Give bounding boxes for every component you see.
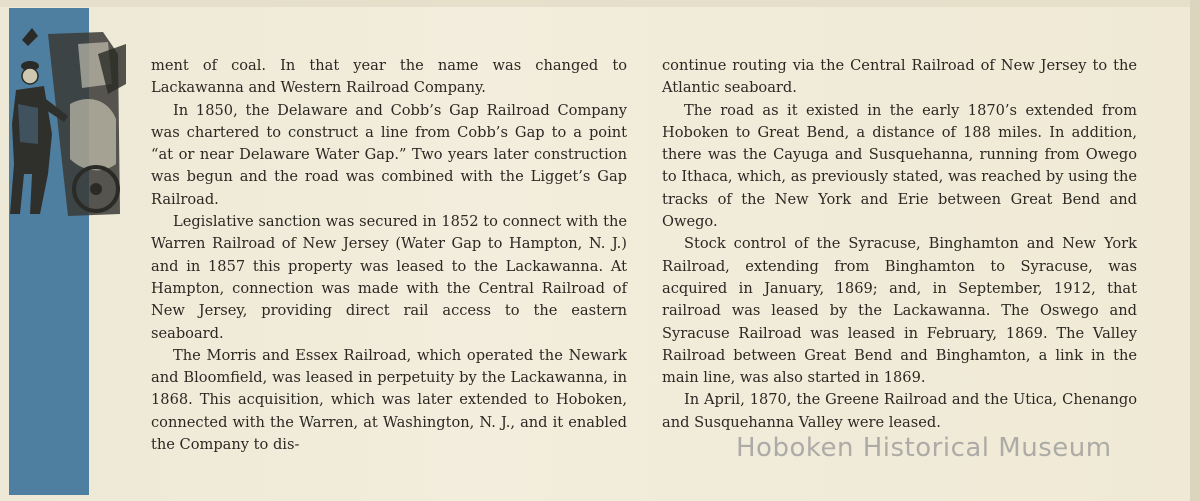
bleed-through-text [612, 32, 616, 47]
paragraph: Legislative sanction was secured in 1852 to connect with the Warren Railroad of New Jersey (Water Gap to Hampton, N. J.) and in 1857 this property was leased to the Lackawanna. At Hampton, connection was made with the Central Railroad of New Jersey, providing direct rail access to the eastern seaboard. [151, 213, 627, 342]
railroad-worker-locomotive-icon [8, 24, 128, 224]
right-text-column [662, 55, 1137, 434]
page-top-edge [0, 0, 1200, 7]
watermark: Hoboken Historical Museum [736, 433, 1112, 463]
left-text-column [151, 55, 627, 456]
paragraph: The Morris and Essex Railroad, which operated the Newark and Bloomfield, was leased in perpetuity by the Lackawanna, in 1868. This acquisition, which was later extended to Hoboken, connected with the Warren, at Washington, N. J., and it enabled the Company to dis- [151, 346, 627, 454]
paragraph: The road as it existed in the early 1870’s extended from Hoboken to Great Bend, a distance of 188 miles. In addition, there was the Cayuga and Susquehanna, running from Owego to Ithaca, which, as previously stated, was reached by using the tracks of the New York and Erie between Great Bend and Owego. [662, 101, 1137, 231]
paragraph: ment of coal. In that year the name was changed to Lackawanna and Western Railroad Company. [151, 57, 627, 97]
paragraph: Stock control of the Syracuse, Binghamton and New York Railroad, extending from Binghamton to Syracuse, was acquired in January, 1869; and, in September, 1912, that railroad was leased by the Lackawanna. The Oswego and Syracuse Railroad was leased in February, 1869. The Valley Railroad between Great Bend and Binghamton, a link in the main line, was also started in 1869. [662, 235, 1137, 387]
page-right-edge [1190, 0, 1200, 501]
paragraph: In 1850, the Delaware and Cobb’s Gap Railroad Company was chartered to construct a line from Cobb’s Gap to a point “at or near Delaware Water Gap.” Two years later construction was begun and the road was combined with the Ligget’s Gap Railroad. [151, 101, 627, 208]
paragraph: continue routing via the Central Railroad of New Jersey to the Atlantic seaboard. [662, 57, 1137, 97]
paragraph: In April, 1870, the Greene Railroad and the Utica, Chenango and Susquehanna Valley were leased. [662, 391, 1137, 431]
